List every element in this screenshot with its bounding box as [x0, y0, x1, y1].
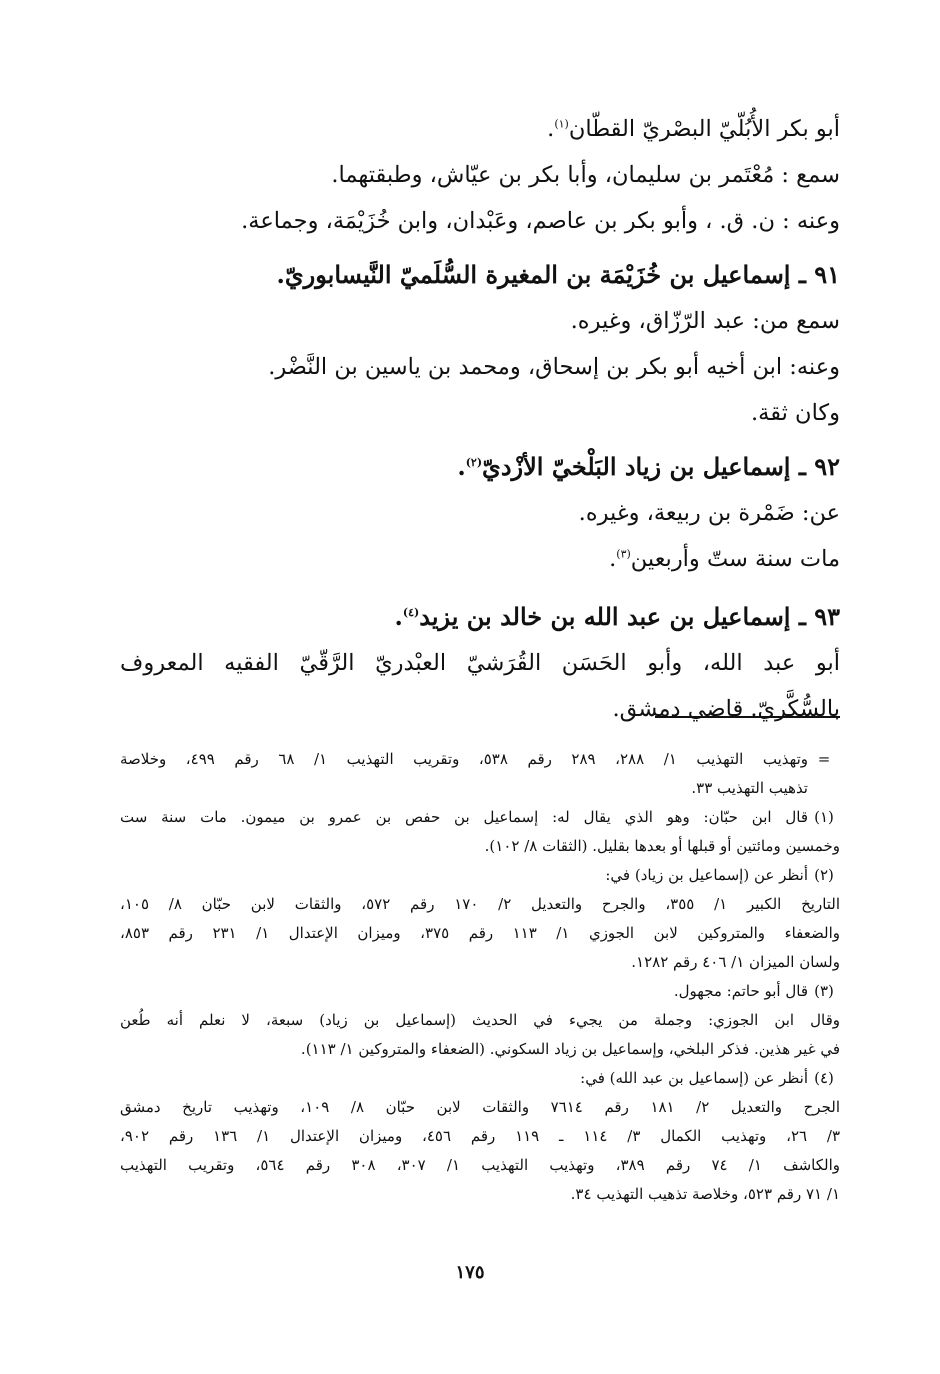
footnote-mark: (٤) [814, 1069, 834, 1087]
footnote-line: والكاشف ١/ ٧٤ رقم ٣٨٩، وتهذيب التهذيب ١/ ٣٠٧، ٣٠٨ رقم ٥٦٤، وتقريب التهذيب [120, 1156, 841, 1174]
footnotes [120, 745, 840, 1209]
footnote-line: أنظر عن (إسماعيل بن زياد) في: [605, 866, 808, 884]
footnote-line: وقال ابن الجوزي: وجملة من يجيء في الحديث (إسماعيل بن زياد) سبعة، لا نعلم أنه طُعن [120, 1011, 840, 1029]
text-line: سمع : مُعْتَمر بن سليمان، وأبا بكر بن عيّاش، وطبقتهما. [331, 162, 840, 188]
footnote-mark: = [817, 750, 831, 768]
footnote-mark: (٢) [814, 866, 834, 884]
footnote-1 [120, 803, 840, 861]
footnote-line: وتهذيب التهذيب ١/ ٢٨٨، ٢٨٩ رقم ٥٣٨، وتقريب التهذيب ١/ ٦٨ رقم ٤٩٩، وخلاصة [120, 750, 808, 768]
text-line: وكان ثقة. [751, 400, 840, 426]
text-line: مات سنة ستّ وأربعين$^{(٣)}$. [609, 546, 840, 572]
footnote-mark: (١) [814, 808, 834, 826]
footnote-2 [120, 861, 840, 977]
footnote-3 [120, 977, 840, 1064]
footnote-line: قال أبو حاتم: مجهول. [673, 982, 808, 1000]
footnote-ref[interactable]: (٤) [402, 606, 420, 619]
footnote-line: في غير هذين. فذكر البلخي، وإسماعيل بن زياد السكوني. (الضعفاء والمتروكين ١/ ١١٣). [300, 1040, 840, 1058]
footnote-continuation [120, 745, 840, 803]
text-line: سمع من: عبد الرّزّاق، وغيره. [570, 308, 840, 334]
entry-heading-91: ٩١ ـ إسماعيل بن خُزَيْمَة بن المغيرة السُّلَميّ النَّيسابوريّ. [276, 260, 840, 289]
text-line: وعنه: ابن أخيه أبو بكر بن إسحاق، ومحمد بن ياسين بن النَّضْر. [268, 354, 840, 380]
entry-heading-92: ٩٢ ـ إسماعيل بن زياد البَلْخيّ الأزْديّ$^{(٢)}$. [457, 452, 840, 481]
footnote-line: التاريخ الكبير ١/ ٣٥٥، والجرح والتعديل ٢/ ١٧٠ رقم ٥٧٢، والثقات لابن حبّان ٨/ ١٠٥، [120, 895, 841, 913]
entry-heading-93: ٩٣ ـ إسماعيل بن عبد الله بن خالد بن يزيد$^{(٤)}$. [394, 602, 840, 631]
footnote-line: ٣/ ٢٦، وتهذيب الكمال ٣/ ١١٤ ـ ١١٩ رقم ٤٥٦، وميزان الإعتدال ١/ ١٣٦ رقم ٩٠٢، [120, 1127, 840, 1145]
footnote-line: الجرح والتعديل ٢/ ١٨١ رقم ٧٦١٤ والثقات لابن حبّان ٨/ ١٠٩، وتهذيب تاريخ دمشق [120, 1098, 840, 1116]
text-line: أبو بكر الأُبُلّيّ البصْريّ القطّان$^{(١)}$. [547, 116, 840, 142]
text-line: بالسُّكَّريّ. قاضي دمشق. [612, 696, 840, 722]
text-line: أبو عبد الله، وأبو الحَسَن القُرَشيّ العبْدريّ الرَّقّيّ الفقيه المعروف [120, 650, 840, 676]
text-line: عن: ضَمْرة بن ربيعة، وغيره. [578, 500, 840, 526]
footnote-line: أنظر عن (إسماعيل بن عبد الله) في: [580, 1069, 808, 1087]
footnote-ref[interactable]: (٣) [616, 547, 631, 561]
text-line: وعنه : ن. ق. ، وأبو بكر بن عاصم، وعَبْدان، وابن خُزَيْمَة، وجماعة. [241, 208, 840, 234]
footnote-line: ولسان الميزان ١/ ٤٠٦ رقم ١٢٨٢. [631, 953, 840, 971]
footnote-line: ١/ ٧١ رقم ٥٢٣، وخلاصة تذهيب التهذيب ٣٤. [570, 1185, 840, 1203]
footnote-line: والضعفاء والمتروكين لابن الجوزي ١/ ١١٣ رقم ٣٧٥، وميزان الإعتدال ١/ ٢٣١ رقم ٨٥٣، [120, 924, 841, 942]
footnote-mark: (٣) [814, 982, 834, 1000]
main-text [120, 106, 840, 732]
footnote-4 [120, 1064, 840, 1209]
footnote-line: تذهيب التهذيب ٣٣. [691, 779, 808, 797]
footnote-ref[interactable]: (١) [554, 117, 569, 131]
footnote-line: قال ابن حبّان: وهو الذي يقال له: إسماعيل بن حفص بن عمرو بن ميمون. مات سنة ست [120, 808, 808, 826]
page-number: ١٧٥ [455, 1262, 485, 1283]
footnote-ref[interactable]: (٢) [465, 456, 483, 469]
footnote-divider [655, 716, 840, 718]
footnote-line: وخمسين ومائتين أو قبلها أو بعدها بقليل. (الثقات ٨/ ١٠٢). [484, 837, 840, 855]
